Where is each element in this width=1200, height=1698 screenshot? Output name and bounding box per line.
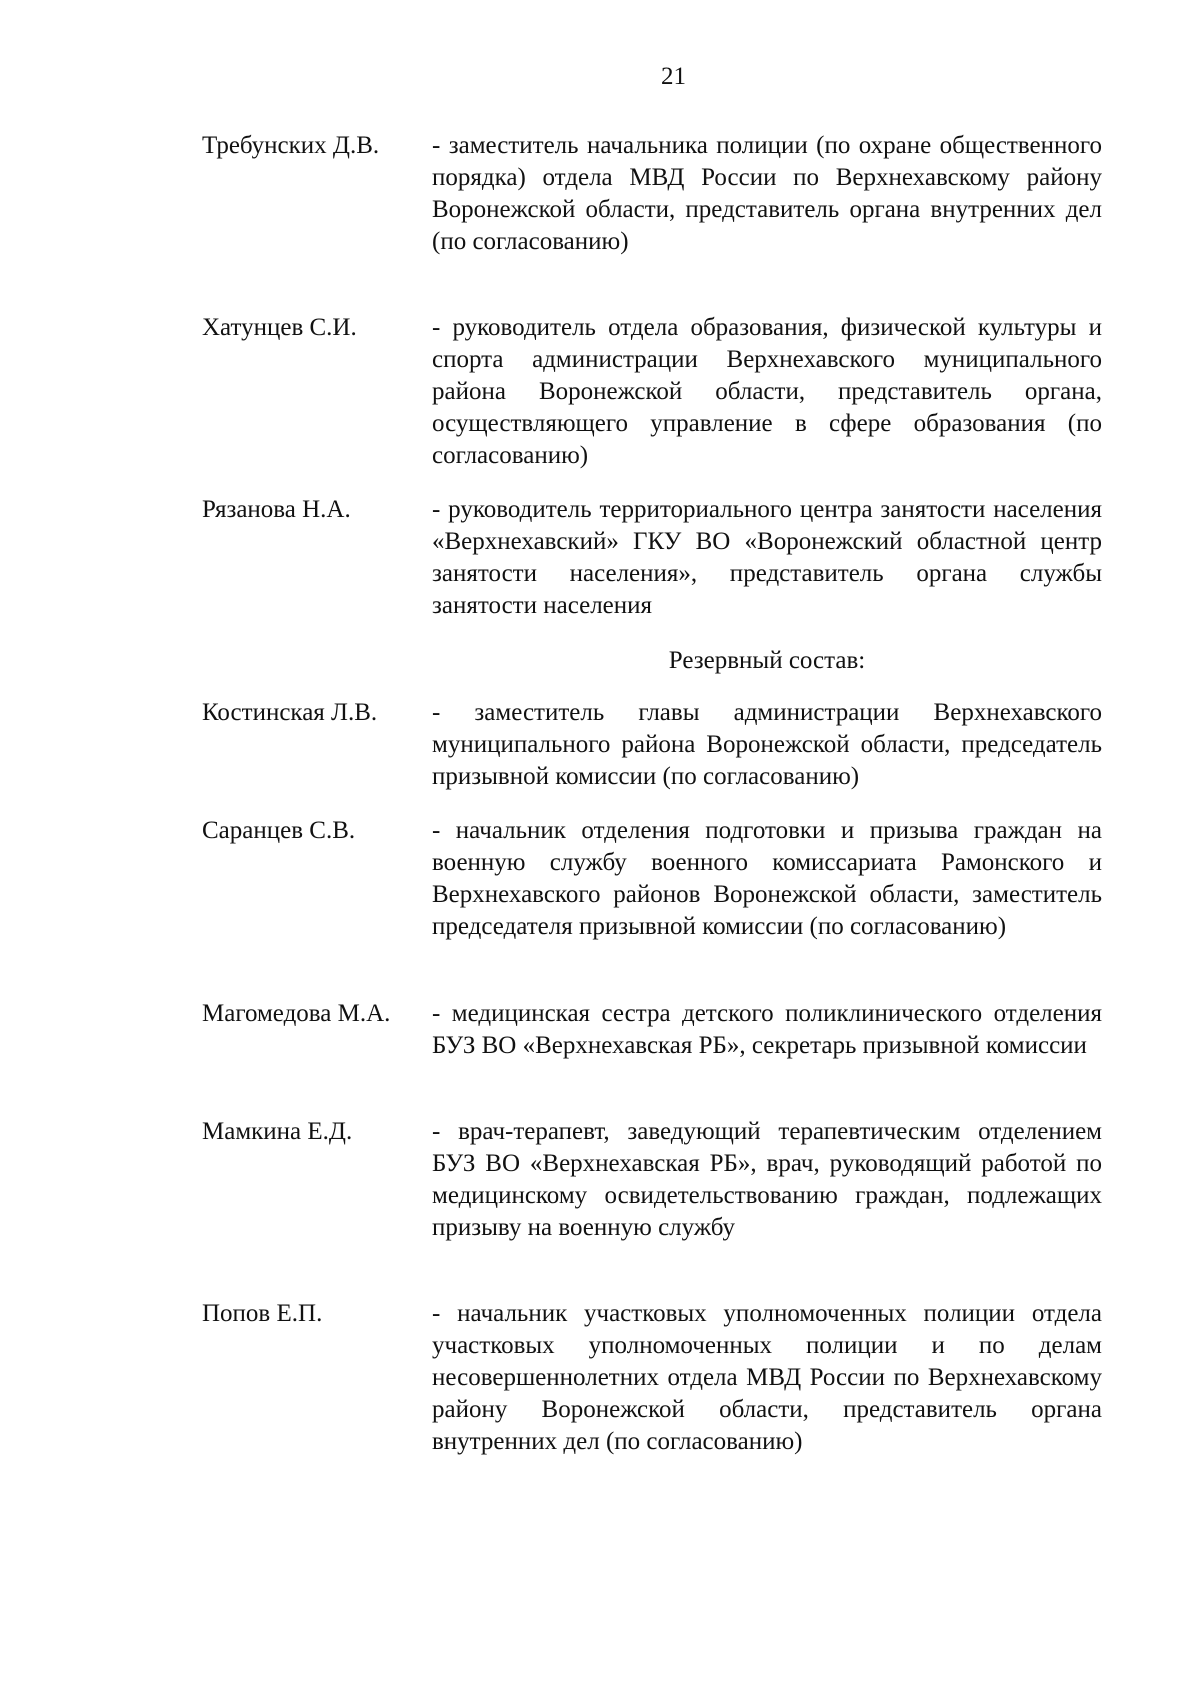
page-number: 21 xyxy=(661,63,686,90)
member-name: Требунских Д.В. xyxy=(202,132,380,159)
member-name: Саранцев С.В. xyxy=(202,817,356,844)
member-role: - начальник отделения подготовки и призыва граждан на военную службу военного комиссариата Рамонского и Верхнехавского районов Воронежской области, заместитель председателя призывной комиссии (по согласованию) xyxy=(432,817,1102,940)
member-name: Магомедова М.А. xyxy=(202,1000,391,1027)
member-role: - руководитель отдела образования, физической культуры и спорта администрации Верхнехавского муниципального района Воронежской области, представитель органа, осуществляющего управление в сфере образования (по согласованию) xyxy=(432,314,1102,469)
member-name: Мамкина Е.Д. xyxy=(202,1118,353,1145)
member-name: Хатунцев С.И. xyxy=(202,314,357,341)
member-role: - руководитель территориального центра занятости населения «Верхнехавский» ГКУ ВО «Воронежский областной центр занятости населения», представитель органа службы занятости населения xyxy=(432,496,1102,619)
member-role: - заместитель главы администрации Верхнехавского муниципального района Воронежской области, председатель призывной комиссии (по согласованию) xyxy=(432,699,1102,790)
member-role: - врач-терапевт, заведующий терапевтическим отделением БУЗ ВО «Верхнехавская РБ», врач, руководящий работой по медицинскому освидетельствованию граждан, подлежащих призыву на военную службу xyxy=(432,1118,1102,1241)
member-role: - медицинская сестра детского поликлинического отделения БУЗ ВО «Верхнехавская РБ», секретарь призывной комиссии xyxy=(432,1000,1102,1059)
member-role: - начальник участковых уполномоченных полиции отдела участковых уполномоченных полиции и по делам несовершеннолетних отдела МВД России по Верхнехавскому району Воронежской области, представитель органа внутренних дел (по согласованию) xyxy=(432,1300,1102,1455)
reserve-heading: Резервный состав: xyxy=(668,647,866,674)
member-name: Рязанова Н.А. xyxy=(202,496,351,523)
member-name: Костинская Л.В. xyxy=(202,699,378,726)
member-role: - заместитель начальника полиции (по охране общественного порядка) отдела МВД России по Верхнехавскому району Воронежской области, представитель органа внутренних дел (по согласованию) xyxy=(432,132,1102,255)
member-name: Попов Е.П. xyxy=(202,1300,323,1327)
